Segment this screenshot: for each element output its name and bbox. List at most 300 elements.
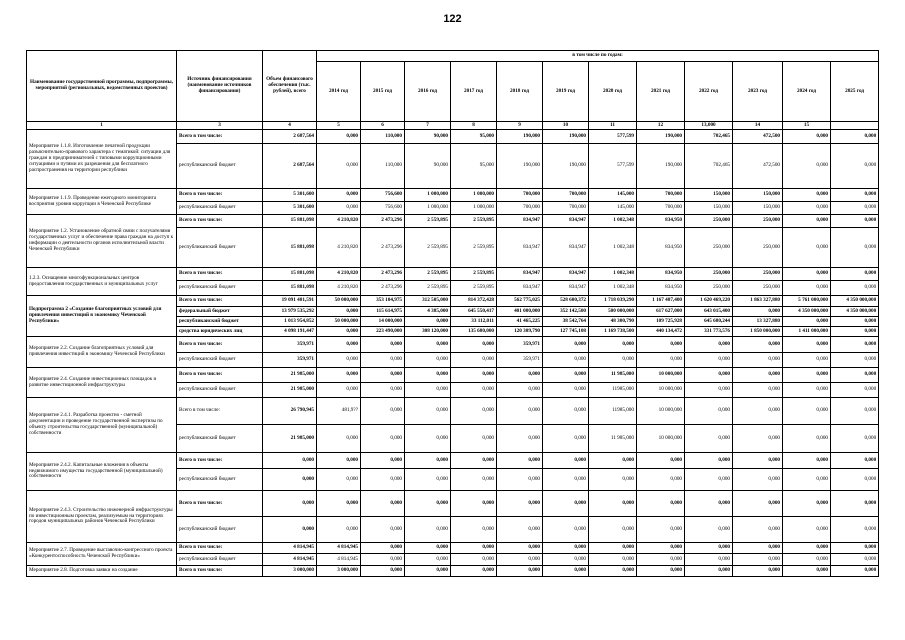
year-amount: 41 465,225 [497,317,543,327]
year-amount: 331 773,576 [685,327,733,337]
table-row [27,453,879,469]
year-amount: 0,000 [685,491,733,517]
year-amount: 700,000 [543,202,589,215]
year-amount: 2 559,895 [451,215,497,228]
year-amount: 0,000 [361,566,405,577]
year-amount: 702,465 [685,144,733,189]
year-amount: 0,000 [543,517,589,543]
year-amount: 0,000 [685,337,733,353]
year-amount: 250,000 [733,268,783,281]
table-row [27,189,879,202]
year-amount: 834,950 [637,268,685,281]
table-row [27,566,879,577]
year-amount: 0,000 [637,554,685,566]
year-amount: 1 000,000 [405,202,451,215]
year-amount: 0,000 [831,383,879,398]
year-amount: 250,000 [685,281,733,296]
year-amount: 1 850 000,000 [733,327,783,337]
year-amount: 0,000 [497,554,543,566]
year-amount: 1 169 738,500 [589,327,637,337]
year-amount: 0,000 [589,337,637,353]
year-amount: 0,000 [589,469,637,491]
year-amount: 1 002,348 [589,268,637,281]
year-amount: 0,000 [543,491,589,517]
year-amount: 0,000 [783,554,831,566]
year-amount: 0,000 [831,566,879,577]
year-amount: 0,000 [451,469,497,491]
header-year: 2015 год [361,62,405,122]
year-amount: 0,000 [543,398,589,425]
year-amount: 0,000 [543,383,589,398]
year-amount: 0,000 [405,317,451,327]
total-amount: 15 881,098 [263,228,317,268]
funding-source: Всего в том числе: [177,337,263,353]
header-year: 2016 год [405,62,451,122]
year-amount: 834,947 [543,215,589,228]
year-amount: 4 210,820 [317,228,361,268]
year-amount: 0,000 [733,469,783,491]
year-amount: 11985,000 [589,383,637,398]
year-amount: 0,000 [783,383,831,398]
year-amount: 2 473,296 [361,268,405,281]
year-amount: 10 000,000 [637,368,685,383]
year-amount: 0,000 [451,554,497,566]
year-amount: 353 104,975 [361,296,405,307]
total-amount: 0,000 [263,453,317,469]
table-row [27,491,879,517]
year-amount: 0,000 [831,281,879,296]
year-amount: 1 411 000,000 [783,327,831,337]
year-amount: 0,000 [405,337,451,353]
year-amount: 700,000 [543,189,589,202]
year-amount: 0,000 [831,368,879,383]
year-amount: 4 385,000 [405,307,451,317]
funding-source: Всего в том числе: [177,566,263,577]
funding-source: республиканский бюджет [177,202,263,215]
year-amount: 0,000 [497,368,543,383]
year-amount: 1 167 487,400 [637,296,685,307]
year-amount: 223 490,000 [361,327,405,337]
header-total: Объем финансового обеспечения (тыс. рублей), всего [263,51,317,122]
year-amount: 834,950 [637,228,685,268]
year-amount: 577,599 [589,130,637,144]
column-index-cell: 6 [361,122,405,130]
year-amount: 0,000 [589,554,637,566]
year-amount: 0,000 [783,228,831,268]
year-amount: 834,947 [497,281,543,296]
year-amount: 95,000 [451,144,497,189]
year-amount: 0,000 [317,189,361,202]
table-row [27,215,879,228]
year-amount: 0,000 [733,353,783,368]
measure-name: Мероприятие 2.4.3. Строительство инженерной инфраструктуры по инвестиционным проектам, реализуемым на территориях городов муниципальных районов Чеченской Республики [27,491,177,543]
year-amount: 440 134,472 [637,327,685,337]
year-amount: 11 985,000 [589,425,637,453]
year-amount: 0,000 [685,353,733,368]
year-amount: 500 000,000 [589,307,637,317]
year-amount: 0,000 [783,268,831,281]
year-amount: 0,000 [733,453,783,469]
funding-source: Всего в том числе: [177,189,263,202]
header-year: 2025 год [831,62,879,122]
year-amount: 0,000 [685,469,733,491]
year-amount: 0,000 [831,554,879,566]
column-index-cell: 5 [317,122,361,130]
total-amount: 4 814,945 [263,554,317,566]
year-amount: 2 559,895 [405,268,451,281]
year-amount: 0,000 [637,469,685,491]
funding-source: республиканский бюджет [177,228,263,268]
year-amount: 2 559,895 [451,268,497,281]
year-amount: 0,000 [497,517,543,543]
measure-name: 1.2.3. Оснащение многофункциональных центров предоставления государственных и муниципальных услуг [27,268,177,296]
year-amount: 0,000 [317,517,361,543]
year-amount: 3 000,000 [317,566,361,577]
year-amount: 0,000 [637,353,685,368]
year-amount: 0,000 [317,337,361,353]
year-amount: 11985,000 [589,398,637,425]
year-amount: 0,000 [733,566,783,577]
year-amount: 0,000 [733,383,783,398]
year-amount: 0,000 [783,491,831,517]
header-source: Источник финансирования (наименование источников финансирования) [177,51,263,122]
year-amount: 0,000 [831,130,879,144]
year-amount: 0,000 [405,453,451,469]
year-amount: 4 814,945 [317,543,361,554]
year-amount: 150,000 [733,189,783,202]
total-amount: 4 814,945 [263,543,317,554]
year-amount: 0,000 [783,144,831,189]
year-amount: 0,000 [831,425,879,453]
year-amount: 150,000 [685,202,733,215]
year-amount: 135 680,000 [451,327,497,337]
year-amount: 0,000 [451,425,497,453]
year-amount: 0,000 [831,144,879,189]
year-amount: 0,000 [497,543,543,554]
measure-name: Мероприятие 1.1.9. Проведение ежегодного мониторинга восприятия уровня коррупции в Чеченской Республике [27,189,177,215]
funding-source: республиканский бюджет [177,554,263,566]
year-amount: 834,950 [637,281,685,296]
year-amount: 352 142,500 [543,307,589,317]
total-amount: 2 687,564 [263,130,317,144]
year-amount: 645 680,244 [685,317,733,327]
year-amount: 359,971 [497,353,543,368]
year-amount: 0,000 [733,368,783,383]
year-amount: 0,000 [317,144,361,189]
year-amount: 528 600,372 [543,296,589,307]
year-amount: 0,000 [685,398,733,425]
year-amount: 0,000 [405,517,451,543]
column-index-cell: 14 [733,122,783,130]
funding-source: Всего в том числе: [177,130,263,144]
year-amount: 10 000,000 [637,425,685,453]
total-amount: 15 881,098 [263,281,317,296]
year-amount: 0,000 [361,368,405,383]
year-amount: 11 985,000 [589,368,637,383]
financing-table [26,50,879,577]
year-amount: 2 559,895 [451,228,497,268]
table-row [27,543,879,554]
header-year: 2014 год [317,62,361,122]
year-amount: 0,000 [361,491,405,517]
year-amount: 472,500 [733,130,783,144]
year-amount: 700,000 [637,189,685,202]
year-amount: 0,000 [589,353,637,368]
year-amount: 90,000 [405,144,451,189]
year-amount: 0,000 [317,453,361,469]
year-amount: 0,000 [451,453,497,469]
column-index-cell: 8 [451,122,497,130]
funding-source: Всего в том числе: [177,215,263,228]
funding-source: средства юридических лиц [177,327,263,337]
year-amount: 2 559,895 [451,281,497,296]
year-amount: 4 210,820 [317,268,361,281]
year-amount: 90,000 [405,130,451,144]
year-amount: 562 775,025 [497,296,543,307]
year-amount: 10 000,000 [637,398,685,425]
total-amount: 19 091 481,591 [263,296,317,307]
year-amount: 190,000 [497,144,543,189]
measure-name: Мероприятие 2.4. Создание инвестиционных площадок и развитие инвестиционной инфраструктуры [27,368,177,398]
year-amount: 0,000 [543,543,589,554]
funding-source: Всего в том числе: [177,453,263,469]
total-amount: 15 881,098 [263,215,317,228]
year-amount: 643 015,400 [685,307,733,317]
year-amount: 14 000,000 [361,317,405,327]
year-amount: 0,000 [405,353,451,368]
year-amount: 2 559,895 [405,228,451,268]
year-amount: 0,000 [783,317,831,327]
year-amount: 814 372,428 [451,296,497,307]
year-amount: 401 000,000 [497,307,543,317]
table-row [27,337,879,353]
year-amount: 4 350 000,000 [831,307,879,317]
year-amount: 0,000 [451,337,497,353]
year-amount: 702,465 [685,130,733,144]
year-amount: 481,9?? [317,398,361,425]
year-amount: 0,000 [589,543,637,554]
year-amount: 0,000 [733,398,783,425]
funding-source: республиканский бюджет [177,469,263,491]
year-amount: 50 000,000 [317,317,361,327]
year-amount: 0,000 [685,554,733,566]
year-amount: 0,000 [831,202,879,215]
year-amount: 1 000,000 [451,189,497,202]
measure-name: Подпрограмма 2 «Создание благоприятных условий для привлечения инвестиций в экономику Чеченской Республики» [27,296,177,337]
column-index-cell [831,122,879,130]
year-amount: 0,000 [783,281,831,296]
funding-source: Всего в том числе: [177,398,263,425]
total-amount: 21 985,000 [263,383,317,398]
funding-source: федеральный бюджет [177,307,263,317]
funding-source: Всего в том числе: [177,491,263,517]
year-amount: 0,000 [685,383,733,398]
total-amount: 1 013 954,852 [263,317,317,327]
year-amount: 756,600 [361,202,405,215]
year-amount: 834,947 [543,281,589,296]
year-amount: 0,000 [783,202,831,215]
year-amount: 0,000 [405,543,451,554]
year-amount: 0,000 [783,425,831,453]
year-amount: 0,000 [685,425,733,453]
funding-source: республиканский бюджет [177,144,263,189]
funding-source: республиканский бюджет [177,353,263,368]
total-amount: 5 301,600 [263,189,317,202]
year-amount: 0,000 [497,398,543,425]
year-amount: 0,000 [831,317,879,327]
year-amount: 0,000 [685,453,733,469]
year-amount: 0,000 [733,425,783,453]
total-amount: 21 985,000 [263,368,317,383]
year-amount: 0,000 [543,453,589,469]
year-amount: 1 002,348 [589,228,637,268]
year-amount: 95,000 [451,130,497,144]
year-amount: 0,000 [317,491,361,517]
year-amount: 0,000 [497,491,543,517]
year-amount: 1 002,348 [589,281,637,296]
year-amount: 0,000 [733,337,783,353]
year-amount: 2 559,895 [405,281,451,296]
column-index-cell: 12 [637,122,685,130]
year-amount: 0,000 [733,307,783,317]
year-amount: 0,000 [451,368,497,383]
year-amount: 4 350 000,000 [831,296,879,307]
year-amount: 0,000 [497,566,543,577]
year-amount: 0,000 [783,337,831,353]
header-year: 2022 год [685,62,733,122]
year-amount: 145,000 [589,202,637,215]
year-amount: 190,000 [637,144,685,189]
year-amount: 700,000 [637,202,685,215]
year-amount: 190,000 [497,130,543,144]
header-year: 2018 год [497,62,543,122]
year-amount: 756,600 [361,189,405,202]
year-amount: 0,000 [317,425,361,453]
year-amount: 2 473,296 [361,215,405,228]
column-index-cell: 3 [177,122,263,130]
year-amount: 0,000 [317,469,361,491]
year-amount: 48 300,790 [589,317,637,327]
year-amount: 127 745,108 [543,327,589,337]
year-amount: 700,000 [497,189,543,202]
year-amount: 0,000 [405,425,451,453]
measure-name: Мероприятие 2.4.2. Капитальные вложения в объекты недвижимого имущества государственной (муниципальной) собственности [27,453,177,491]
year-amount: 190,000 [543,144,589,189]
measure-name: Мероприятие 1.1.8. Изготовление печатной продукции разъяснительно-правового характера с тематикой: ситуации для граждан и предпринимателей с типовыми коррупционными ситуациями и путями их разрешения для бесплатного распространения на территории республики [27,130,177,189]
year-amount: 0,000 [405,554,451,566]
year-amount: 834,950 [637,215,685,228]
year-amount: 0,000 [361,543,405,554]
year-amount: 13 327,880 [733,317,783,327]
year-amount: 0,000 [733,554,783,566]
table-row [27,130,879,144]
year-amount: 250,000 [733,228,783,268]
year-amount: 1 863 327,880 [733,296,783,307]
year-amount: 150,000 [733,202,783,215]
year-amount: 0,000 [637,337,685,353]
year-amount: 0,000 [317,383,361,398]
year-amount: 0,000 [451,398,497,425]
year-amount: 0,000 [451,543,497,554]
year-amount: 109 725,928 [637,317,685,327]
column-index-cell: 11 [589,122,637,130]
year-amount: 0,000 [451,491,497,517]
funding-source: республиканский бюджет [177,517,263,543]
measure-name: Мероприятие 2.4.1. Разработка проектно - сметной документации и проведение государственной экспертизы по объекту строительства государственной (муниципальной) собственности [27,398,177,453]
year-amount: 1 000,000 [405,189,451,202]
year-amount: 312 505,000 [405,296,451,307]
funding-source: Всего в том числе: [177,268,263,281]
year-amount: 1 000,000 [451,202,497,215]
year-amount: 0,000 [361,337,405,353]
total-amount: 0,000 [263,491,317,517]
total-amount: 3 000,000 [263,566,317,577]
column-index-cell: 10 [543,122,589,130]
year-amount: 617 627,000 [637,307,685,317]
year-amount: 0,000 [733,517,783,543]
total-amount: 359,971 [263,337,317,353]
year-amount: 834,947 [543,228,589,268]
year-amount: 0,000 [783,566,831,577]
table-row [27,368,879,383]
year-amount: 0,000 [783,215,831,228]
year-amount: 250,000 [733,281,783,296]
year-amount: 0,000 [543,469,589,491]
year-amount: 0,000 [543,566,589,577]
year-amount: 700,000 [497,202,543,215]
measure-name: Мероприятие 2.8. Подготовка заявки на создание [27,566,177,577]
year-amount: 0,000 [783,517,831,543]
year-amount: 0,000 [637,453,685,469]
total-amount: 0,000 [263,517,317,543]
year-amount: 250,000 [685,268,733,281]
year-amount: 0,000 [783,130,831,144]
funding-source: республиканский бюджет [177,425,263,453]
year-amount: 0,000 [831,268,879,281]
year-amount: 0,000 [637,491,685,517]
year-amount: 0,000 [685,368,733,383]
total-amount: 13 979 535,292 [263,307,317,317]
year-amount: 0,000 [317,353,361,368]
year-amount: 4 350 000,000 [783,307,831,317]
year-amount: 250,000 [685,215,733,228]
column-index-cell: 9 [497,122,543,130]
year-amount: 0,000 [361,383,405,398]
year-amount: 0,000 [317,202,361,215]
year-amount: 250,000 [733,215,783,228]
header-year: 2021 год [637,62,685,122]
column-index-cell: 1 [27,122,177,130]
year-amount: 0,000 [405,469,451,491]
year-amount: 190,000 [637,130,685,144]
year-amount: 0,000 [317,307,361,317]
column-index-cell: 15 [783,122,831,130]
total-amount: 26 790,945 [263,398,317,425]
year-amount: 0,000 [637,543,685,554]
header-years-group: в том числе по годам: [317,51,879,62]
column-index-cell: 13,000 [685,122,733,130]
year-amount: 2 473,296 [361,228,405,268]
total-amount: 359,971 [263,353,317,368]
year-amount: 0,000 [405,566,451,577]
total-amount: 4 098 191,447 [263,327,317,337]
year-amount: 0,000 [685,517,733,543]
year-amount: 0,000 [589,566,637,577]
year-amount: 0,000 [831,453,879,469]
year-amount: 0,000 [831,398,879,425]
year-amount: 145,000 [589,189,637,202]
year-amount: 0,000 [543,425,589,453]
